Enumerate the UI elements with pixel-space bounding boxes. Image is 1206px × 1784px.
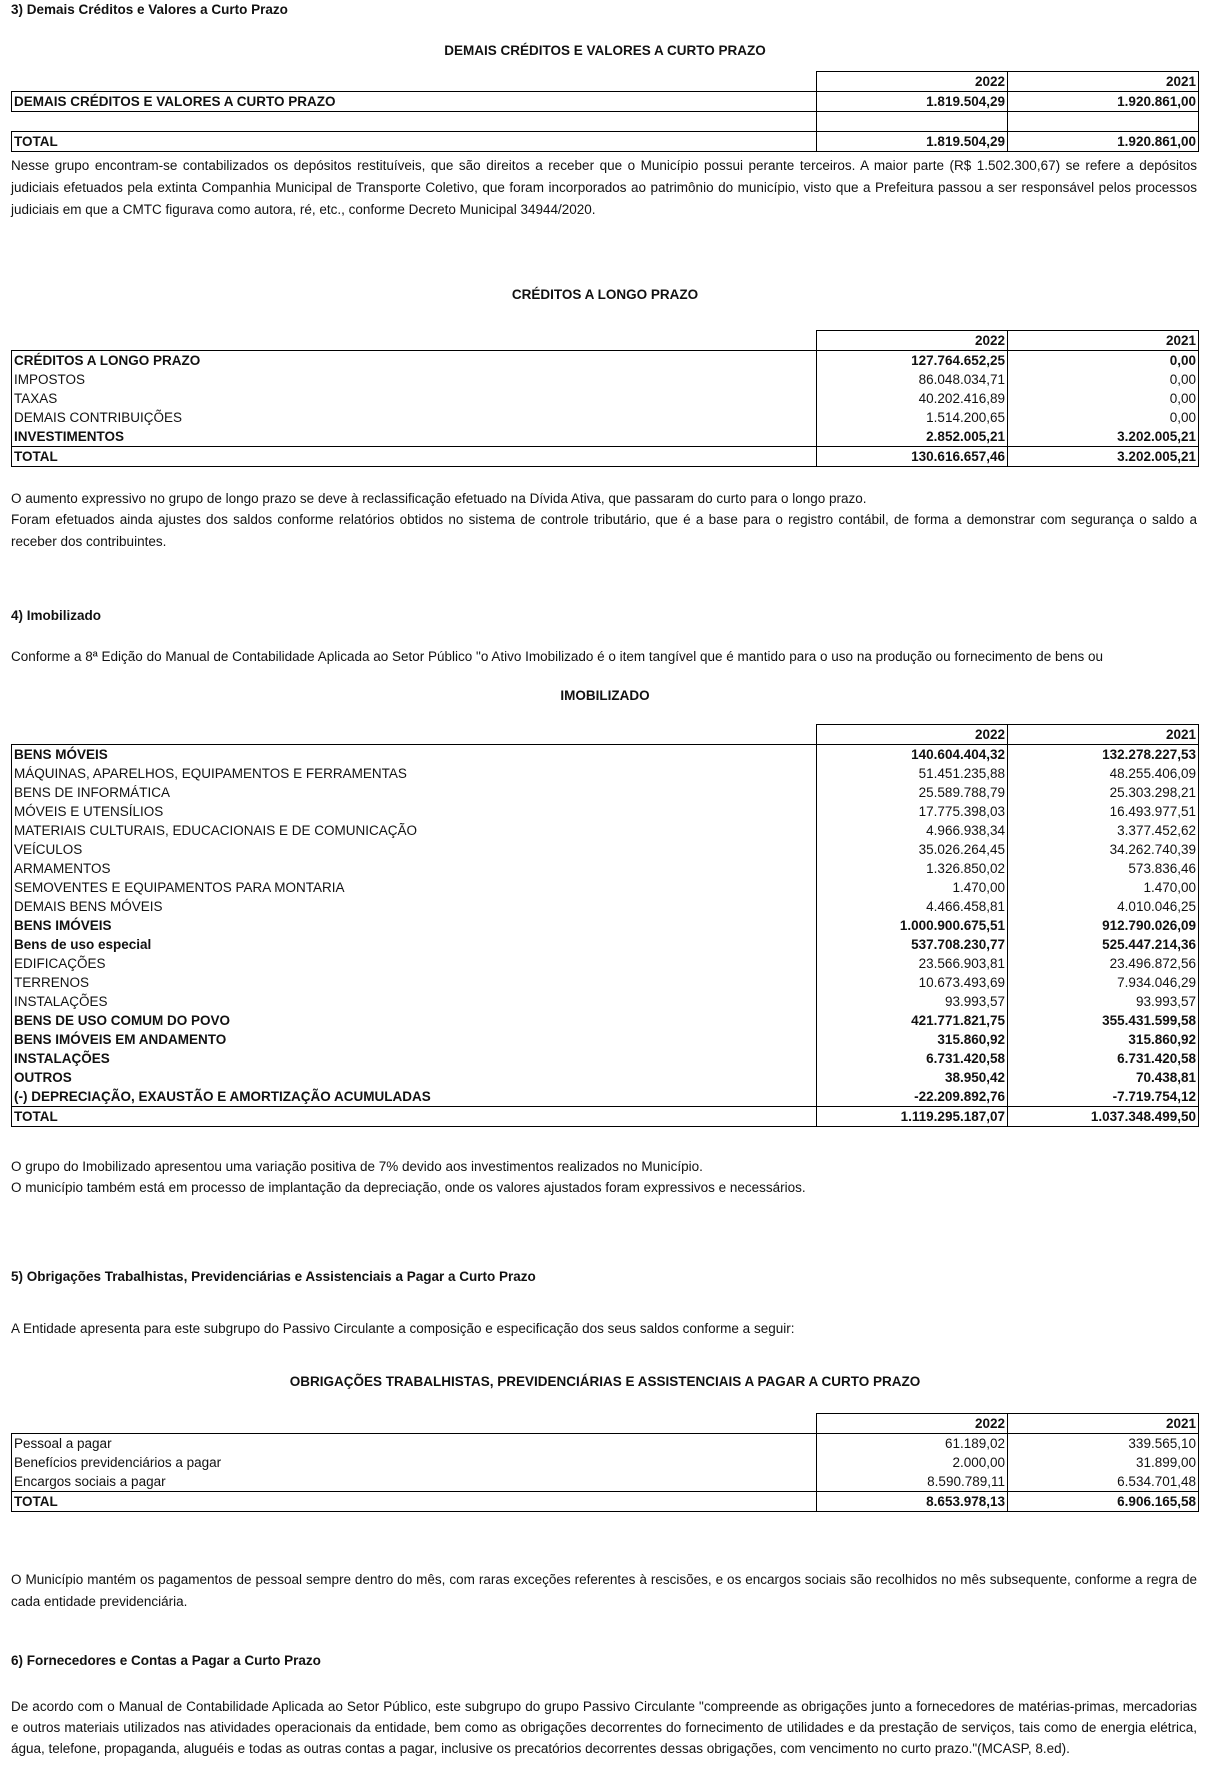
table-row: EDIFICAÇÕES 23.566.903,81 23.496.872,56 bbox=[12, 954, 1199, 973]
table-row: VEÍCULOS 35.026.264,45 34.262.740,39 bbox=[12, 840, 1199, 859]
paragraph-imobilizado-intro: Conforme a 8ª Edição do Manual de Contabilidade Aplicada ao Setor Público "o Ativo Imobilizado é o item tangível que é mantido para o uso na produção ou fornecimento de bens ou bbox=[11, 649, 1103, 664]
table-row: BENS IMÓVEIS EM ANDAMENTO 315.860,92 315.860,92 bbox=[12, 1030, 1199, 1049]
table-total-row: TOTAL 1.119.295.187,07 1.037.348.499,50 bbox=[12, 1107, 1199, 1127]
table-demais-creditos-title: DEMAIS CRÉDITOS E VALORES A CURTO PRAZO bbox=[444, 43, 766, 58]
table-row: Benefícios previdenciários a pagar 2.000,00 31.899,00 bbox=[12, 1453, 1199, 1472]
table-row: MÓVEIS E UTENSÍLIOS 17.775.398,03 16.493.977,51 bbox=[12, 802, 1199, 821]
table-row: MATERIAIS CULTURAIS, EDUCACIONAIS E DE COMUNICAÇÃO 4.966.938,34 3.377.452,62 bbox=[12, 821, 1199, 840]
table-row: BENS DE INFORMÁTICA 25.589.788,79 25.303.298,21 bbox=[12, 783, 1199, 802]
table-row: (-) DEPRECIAÇÃO, EXAUSTÃO E AMORTIZAÇÃO ACUMULADAS -22.209.892,76 -7.719.754,12 bbox=[12, 1087, 1199, 1107]
paragraph-pagamentos-pessoal: O Município mantém os pagamentos de pessoal sempre dentro do mês, com raras exceções referentes à rescisões, e os encargos sociais são recolhidos no mês subsequente, conforme a regra de cada entidade previdenciária. bbox=[11, 1572, 1197, 1609]
table-row: BENS DE USO COMUM DO POVO 421.771.821,75 355.431.599,58 bbox=[12, 1011, 1199, 1030]
table-row: DEMAIS CONTRIBUIÇÕES 1.514.200,65 0,00 bbox=[12, 408, 1199, 427]
paragraph-depreciacao: O município também está em processo de implantação da depreciação, onde os valores ajustados foram expressivos e necessários. bbox=[11, 1180, 806, 1195]
col-2022-header: 2022 bbox=[817, 72, 1008, 92]
section-6-heading: 6) Fornecedores e Contas a Pagar a Curto Prazo bbox=[11, 1653, 321, 1668]
section-3-heading: 3) Demais Créditos e Valores a Curto Prazo bbox=[11, 2, 288, 17]
table-row: ARMAMENTOS 1.326.850,02 573.836,46 bbox=[12, 859, 1199, 878]
col-2022-header: 2022 bbox=[817, 331, 1008, 351]
col-2021-header: 2021 bbox=[1008, 72, 1199, 92]
table-row: Encargos sociais a pagar 8.590.789,11 6.534.701,48 bbox=[12, 1472, 1199, 1492]
paragraph-depositos: Nesse grupo encontram-se contabilizados os depósitos restituíveis, que são direitos a receber que o Município possui perante terceiros. A maior parte (R$ 1.502.300,67) se refere a depósitos judiciais efetuados pela extinta Companhia Municipal de Transporte Coletivo, que foram incorporados ao patrimônio do município, visto que a Prefeitura passou a ser responsável pelos processos judiciais em que a CMTC figurava como autora, ré, etc., conforme Decreto Municipal 34944/2020. bbox=[11, 158, 1197, 217]
table-creditos-lp-title: CRÉDITOS A LONGO PRAZO bbox=[511, 287, 699, 302]
table-total-row: TOTAL 130.616.657,46 3.202.005,21 bbox=[12, 447, 1199, 467]
col-2021-header: 2021 bbox=[1008, 1414, 1199, 1434]
table-obrigacoes-title: OBRIGAÇÕES TRABALHISTAS, PREVIDENCIÁRIAS E ASSISTENCIAIS A PAGAR A CURTO PRAZO bbox=[289, 1374, 921, 1389]
table-total-row: TOTAL 1.819.504,29 1.920.861,00 bbox=[12, 132, 1199, 152]
section-5-heading: 5) Obrigações Trabalhistas, Previdenciárias e Assistenciais a Pagar a Curto Prazo bbox=[11, 1269, 536, 1284]
table-obrigacoes bbox=[11, 1413, 1199, 1512]
table-row: Bens de uso especial 537.708.230,77 525.447.214,36 bbox=[12, 935, 1199, 954]
table-row: MÁQUINAS, APARELHOS, EQUIPAMENTOS E FERRAMENTAS 51.451.235,88 48.255.406,09 bbox=[12, 764, 1199, 783]
table-row: OUTROS 38.950,42 70.438,81 bbox=[12, 1068, 1199, 1087]
col-2021-header: 2021 bbox=[1008, 331, 1199, 351]
col-2022-header: 2022 bbox=[817, 725, 1008, 745]
table-total-row: TOTAL 8.653.978,13 6.906.165,58 bbox=[12, 1492, 1199, 1512]
table-row: SEMOVENTES E EQUIPAMENTOS PARA MONTARIA 1.470,00 1.470,00 bbox=[12, 878, 1199, 897]
paragraph-imobilizado-variacao: O grupo do Imobilizado apresentou uma variação positiva de 7% devido aos investimentos realizados no Município. bbox=[11, 1159, 703, 1174]
table-row: TERRENOS 10.673.493,69 7.934.046,29 bbox=[12, 973, 1199, 992]
table-row: BENS MÓVEIS 140.604.404,32 132.278.227,53 bbox=[12, 745, 1199, 765]
paragraph-fornecedores: De acordo com o Manual de Contabilidade Aplicada ao Setor Público, este subgrupo do grupo Passivo Circulante "compreende as obrigações junto a fornecedores de matérias-primas, mercadorias e outros materiais utilizados nas atividades operacionais da entidade, bem como as obrigações decorrentes do fornecimento de utilidades e da prestação de serviços, tais como de energia elétrica, água, telefone, propaganda, aluguéis e todas as outras contas a pagar, inclusive os precatórios decorrentes dessas obrigações, com vencimento no curto prazo."(MCASP, 8.ed). bbox=[11, 1699, 1197, 1756]
table-row: IMPOSTOS 86.048.034,71 0,00 bbox=[12, 370, 1199, 389]
table-demais-creditos bbox=[11, 71, 1199, 152]
table-row: DEMAIS CRÉDITOS E VALORES A CURTO PRAZO 1.819.504,29 1.920.861,00 bbox=[12, 92, 1199, 112]
col-2021-header: 2021 bbox=[1008, 725, 1199, 745]
table-row: BENS IMÓVEIS 1.000.900.675,51 912.790.026,09 bbox=[12, 916, 1199, 935]
table-imobilizado bbox=[11, 724, 1199, 1127]
table-row: DEMAIS BENS MÓVEIS 4.466.458,81 4.010.046,25 bbox=[12, 897, 1199, 916]
paragraph-ajustes: Foram efetuados ainda ajustes dos saldos conforme relatórios obtidos no sistema de controle tributário, que é a base para o registro contábil, de forma a demonstrar com segurança o saldo a receber dos contribuintes. bbox=[11, 512, 1197, 549]
table-row: INVESTIMENTOS 2.852.005,21 3.202.005,21 bbox=[12, 427, 1199, 447]
col-2022-header: 2022 bbox=[817, 1414, 1008, 1434]
table-row: INSTALAÇÕES 6.731.420,58 6.731.420,58 bbox=[12, 1049, 1199, 1068]
table-imobilizado-title: IMOBILIZADO bbox=[560, 688, 650, 703]
table-creditos-longo-prazo bbox=[11, 330, 1199, 467]
paragraph-passivo-intro: A Entidade apresenta para este subgrupo do Passivo Circulante a composição e especificação dos seus saldos conforme a seguir: bbox=[11, 1321, 795, 1336]
table-row: Pessoal a pagar 61.189,02 339.565,10 bbox=[12, 1434, 1199, 1454]
section-4-heading: 4) Imobilizado bbox=[11, 608, 102, 623]
paragraph-longo-prazo: O aumento expressivo no grupo de longo prazo se deve à reclassificação efetuado na Dívida Ativa, que passaram do curto para o longo prazo. bbox=[11, 491, 867, 506]
table-row: CRÉDITOS A LONGO PRAZO 127.764.652,25 0,00 bbox=[12, 351, 1199, 371]
table-row: TAXAS 40.202.416,89 0,00 bbox=[12, 389, 1199, 408]
table-row: INSTALAÇÕES 93.993,57 93.993,57 bbox=[12, 992, 1199, 1011]
